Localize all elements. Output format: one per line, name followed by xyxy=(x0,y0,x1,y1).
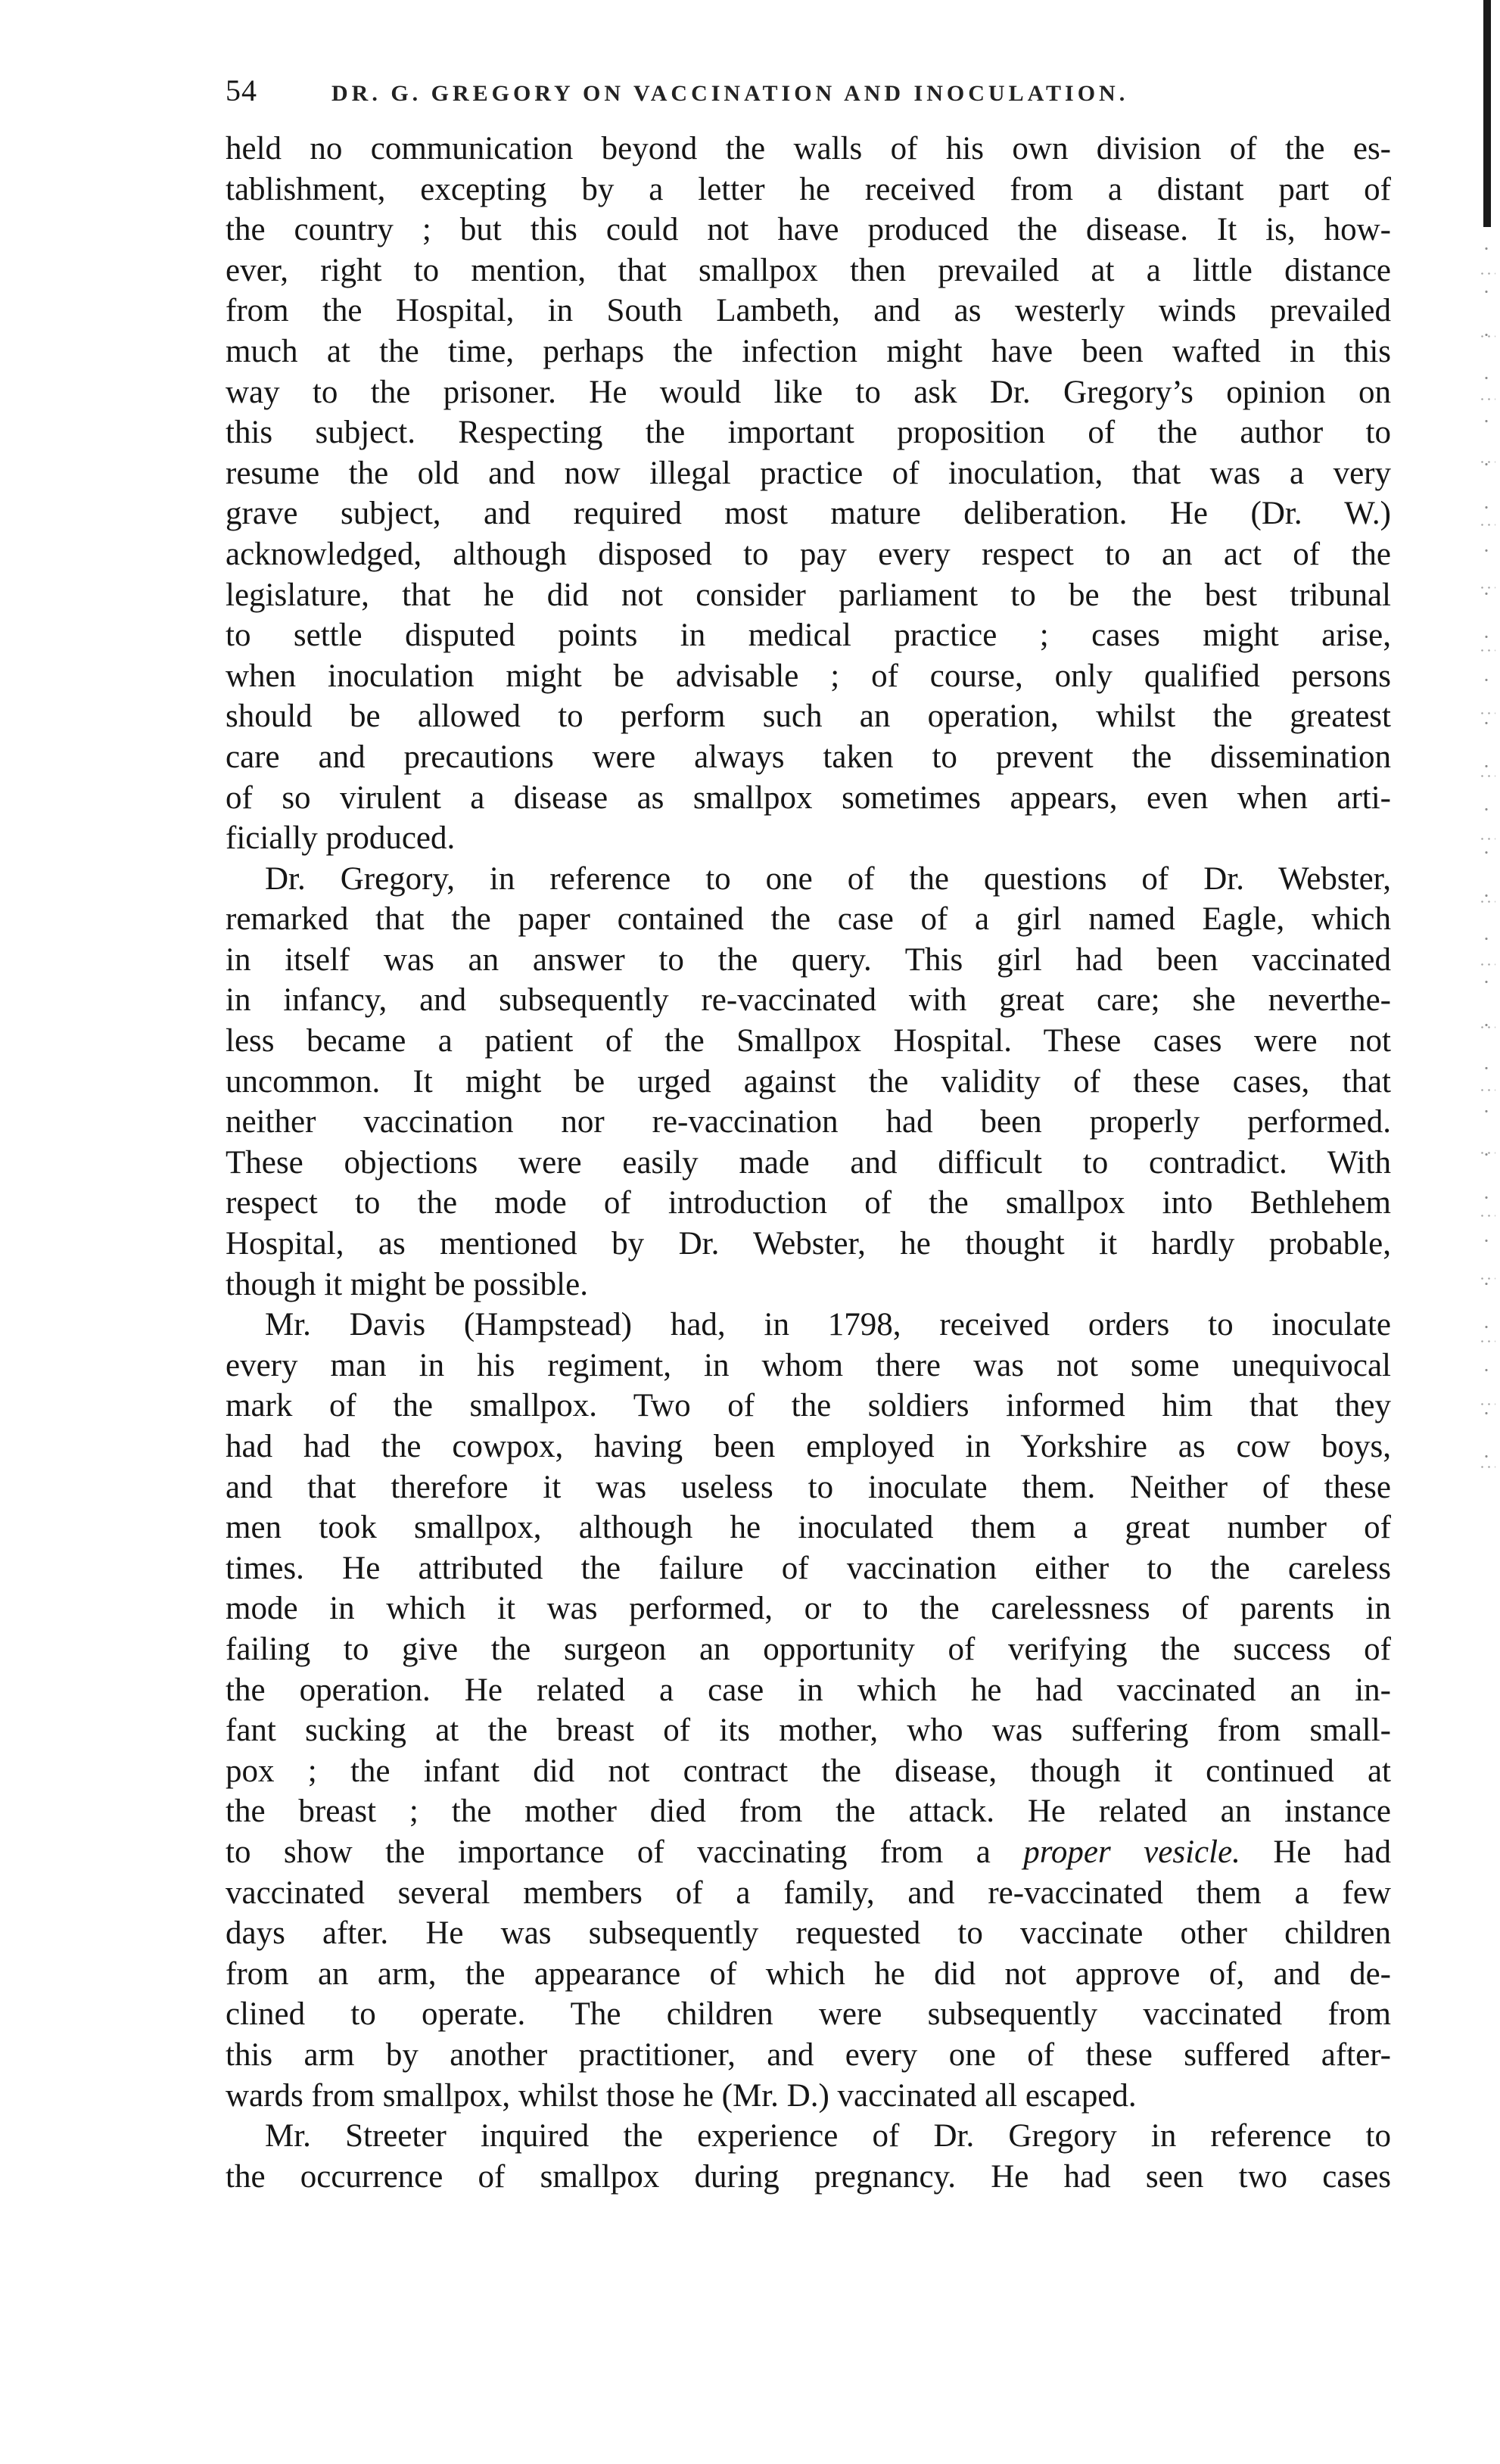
text-line: every man in his regiment, in whom there was not some unequivocal xyxy=(226,1347,1391,1383)
text-line: mode in which it was performed, or to the carelessness of parents in xyxy=(226,1591,1391,1627)
text-line: neither vaccination nor re-vaccination had been properly performed. xyxy=(226,1104,1391,1140)
text-line: held no communication beyond the walls of his own division of the es- xyxy=(226,131,1391,166)
text-line: and that therefore it was useless to inoculate them. Neither of these xyxy=(226,1469,1391,1505)
text-line: failing to give the surgeon an opportunity of verifying the success of xyxy=(226,1631,1391,1667)
italic-phrase: proper vesicle. xyxy=(1023,1834,1240,1870)
page-edge-speckle xyxy=(1479,227,1495,1476)
text-line: though it might be possible. xyxy=(226,1266,588,1302)
text-line: pox ; the infant did not contract the disease, though it continued at xyxy=(226,1753,1391,1789)
text-line: the country ; but this could not have produced the disease. It is, how- xyxy=(226,212,1391,248)
body-text xyxy=(226,129,1391,2197)
text-line: Dr. Gregory, in reference to one of the questions of Dr. Webster, xyxy=(265,860,1391,897)
running-head: DR. G. GREGORY ON VACCINATION AND INOCULATION. xyxy=(331,81,1129,106)
text-line: care and precautions were always taken to prevent the dissemination xyxy=(226,739,1391,775)
text-line: ever, right to mention, that smallpox then prevailed at a little distance xyxy=(226,252,1391,288)
text-line: from an arm, the appearance of which he did not approve of, and de- xyxy=(226,1955,1391,1992)
text-line: mark of the smallpox. Two of the soldiers informed him that they xyxy=(226,1388,1391,1424)
text-line: the operation. He related a case in which he had vaccinated an in- xyxy=(226,1672,1391,1708)
text-line: in itself was an answer to the query. This girl had been vaccinated xyxy=(226,941,1391,978)
text-line: ficially produced. xyxy=(226,820,456,857)
page-edge-rule xyxy=(1483,0,1491,227)
text-line: legislature, that he did not consider parliament to be the best tribunal xyxy=(226,577,1391,613)
text-line: less became a patient of the Smallpox Hospital. These cases were not xyxy=(226,1023,1391,1059)
text-line: the breast ; the mother died from the attack. He related an instance xyxy=(226,1794,1391,1830)
text-line: men took smallpox, although he inoculated them a great number of xyxy=(226,1510,1391,1546)
text-line: tablishment, excepting by a letter he received from a distant part of xyxy=(226,171,1391,207)
text-line: in infancy, and subsequently re-vaccinated with great care; she neverthe- xyxy=(226,982,1391,1019)
text-line: vaccinated several members of a family, and re-vaccinated them a few xyxy=(226,1874,1391,1911)
text-line: Mr. Davis (Hampstead) had, in 1798, received orders to inoculate xyxy=(265,1307,1391,1343)
text-line: of so virulent a disease as smallpox sometimes appears, even when arti- xyxy=(226,779,1391,816)
text-line: to settle disputed points in medical practice ; cases might arise, xyxy=(226,618,1391,654)
text-line: this arm by another practitioner, and every one of these suffered after- xyxy=(226,2036,1391,2073)
text-line: had had the cowpox, having been employed in Yorkshire as cow boys, xyxy=(226,1429,1391,1464)
text-line: times. He attributed the failure of vaccination either to the careless xyxy=(226,1550,1391,1586)
page-header xyxy=(226,73,1391,118)
text-line: from the Hospital, in South Lambeth, and as westerly winds prevailed xyxy=(226,293,1391,329)
text-line: to show the importance of vaccinating from a proper vesicle. He had xyxy=(226,1834,1391,1870)
text-line: Mr. Streeter inquired the experience of Dr. Gregory in reference to xyxy=(265,2118,1391,2154)
text-line: clined to operate. The children were subsequently vaccinated from xyxy=(226,1996,1391,2033)
text-line: the occurrence of smallpox during pregnancy. He had seen two cases xyxy=(226,2158,1391,2195)
page-number: 54 xyxy=(226,73,257,107)
text-line: uncommon. It might be urged against the validity of these cases, that xyxy=(226,1063,1391,1100)
text-line: resume the old and now illegal practice of inoculation, that was a very xyxy=(226,455,1391,491)
text-line: fant sucking at the breast of its mother, who was suffering from small- xyxy=(226,1713,1391,1749)
text-line: Hospital, as mentioned by Dr. Webster, he thought it hardly probable, xyxy=(226,1226,1391,1262)
text-line: acknowledged, although disposed to pay every respect to an act of the xyxy=(226,536,1391,572)
text-line: much at the time, perhaps the infection might have been wafted in this xyxy=(226,333,1391,369)
text-line: should be allowed to perform such an operation, whilst the greatest xyxy=(226,698,1391,735)
text-line: days after. He was subsequently requested to vaccinate other children xyxy=(226,1915,1391,1952)
text-line: These objections were easily made and difficult to contradict. With xyxy=(226,1144,1391,1181)
text-line: remarked that the paper contained the case of a girl named Eagle, which xyxy=(226,901,1391,938)
text-line: grave subject, and required most mature deliberation. He (Dr. W.) xyxy=(226,496,1391,532)
text-line: way to the prisoner. He would like to ask Dr. Gregory’s opinion on xyxy=(226,374,1391,410)
text-line: when inoculation might be advisable ; of course, only qualified persons xyxy=(226,658,1391,694)
text-line: this subject. Respecting the important proposition of the author to xyxy=(226,415,1391,451)
text-line: respect to the mode of introduction of the smallpox into Bethlehem xyxy=(226,1185,1391,1221)
text-line: wards from smallpox, whilst those he (Mr. D.) vaccinated all escaped. xyxy=(226,2077,1137,2114)
